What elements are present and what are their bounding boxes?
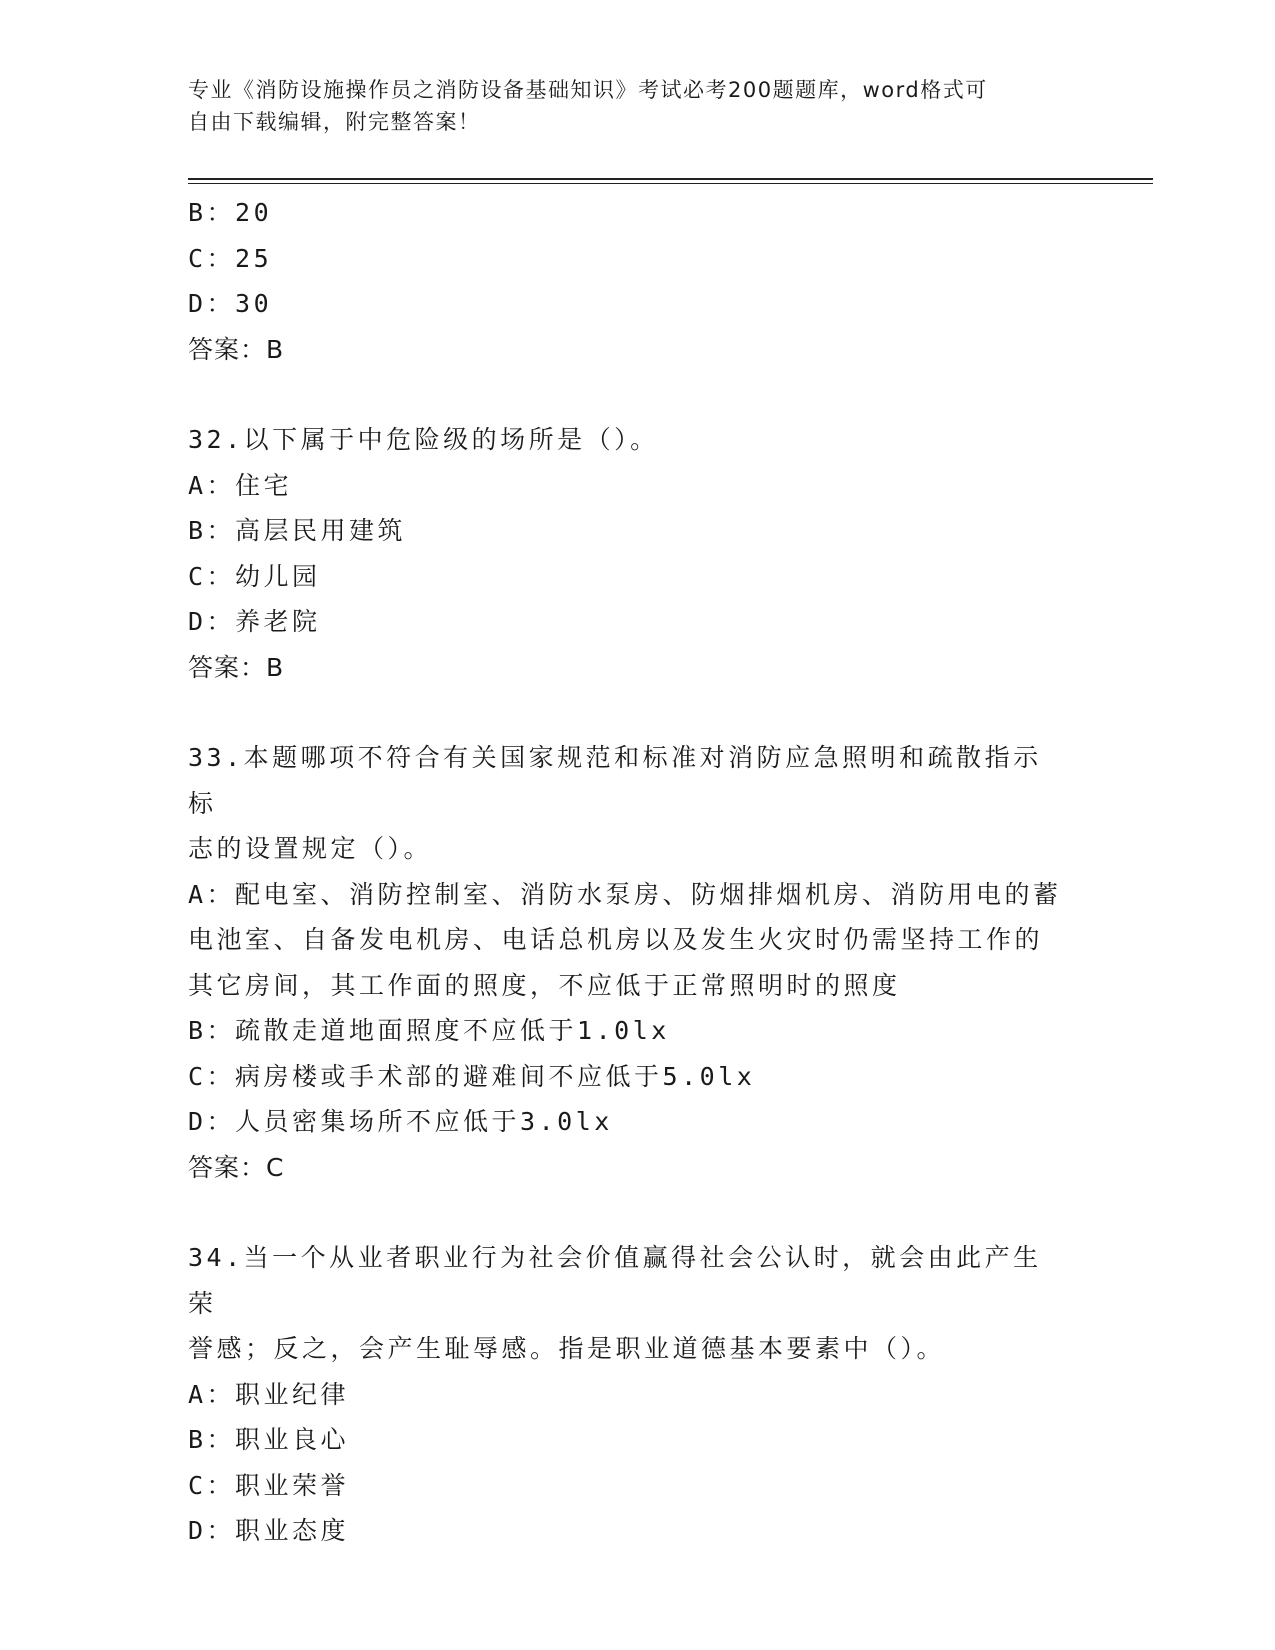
- option-b: B：职业良心: [188, 1425, 350, 1454]
- option-d: D：职业态度: [188, 1516, 350, 1545]
- option-b: B：疏散走道地面照度不应低于1.0lx: [188, 1016, 670, 1045]
- option-d: D：人员密集场所不应低于3.0lx: [188, 1107, 613, 1136]
- question-stem-line-2: 志的设置规定（）。: [188, 834, 433, 863]
- question-32: [188, 417, 1088, 690]
- option-a-line-1: A：配电室、消防控制室、消防水泵房、防烟排烟机房、消防用电的蓄: [188, 879, 1062, 909]
- option-c: C：幼儿园: [188, 561, 321, 591]
- option-c: C：职业荣誉: [188, 1470, 350, 1500]
- option-a-line-2: 电池室、自备发电机房、电话总机房以及发生火灾时仍需坚持工作的: [188, 925, 1044, 954]
- option-d: D：30: [188, 289, 273, 318]
- header-line-1: 专业《消防设施操作员之消防设备基础知识》考试必考200题题库，word格式可: [188, 78, 988, 102]
- question-34: [188, 1235, 1088, 1554]
- option-b: B：20: [188, 198, 273, 227]
- page-header: [188, 74, 1068, 138]
- header-rule-thin: [188, 183, 1153, 184]
- option-b: B：高层民用建筑: [188, 516, 407, 545]
- question-stem-line-1: 34.当一个从业者职业行为社会价值赢得社会公认时，就会由此产生荣: [188, 1243, 1042, 1318]
- question-stem: 32.以下属于中危险级的场所是（）。: [188, 425, 659, 454]
- partial-question: [188, 190, 1088, 372]
- option-a-line-3: 其它房间，其工作面的照度，不应低于正常照明时的照度: [188, 970, 901, 1000]
- answer-line: 答案：C: [188, 1152, 285, 1182]
- header-rule-thick: [188, 178, 1153, 180]
- option-a: A：职业纪律: [188, 1379, 350, 1409]
- option-c: C：病房楼或手术部的避难间不应低于5.0lx: [188, 1061, 756, 1091]
- option-c: C：25: [188, 243, 273, 273]
- answer-line: 答案：B: [188, 334, 285, 364]
- answer-line: 答案：B: [188, 652, 285, 682]
- question-33: [188, 735, 1088, 1190]
- question-stem-line-1: 33.本题哪项不符合有关国家规范和标准对消防应急照明和疏散指示标: [188, 743, 1042, 818]
- option-d: D：养老院: [188, 607, 321, 636]
- question-stem-line-2: 誉感；反之，会产生耻辱感。指是职业道德基本要素中（）。: [188, 1334, 946, 1363]
- document-body: [188, 190, 1088, 1554]
- option-a: A：住宅: [188, 470, 293, 500]
- header-line-2: 自由下载编辑，附完整答案！: [188, 110, 481, 134]
